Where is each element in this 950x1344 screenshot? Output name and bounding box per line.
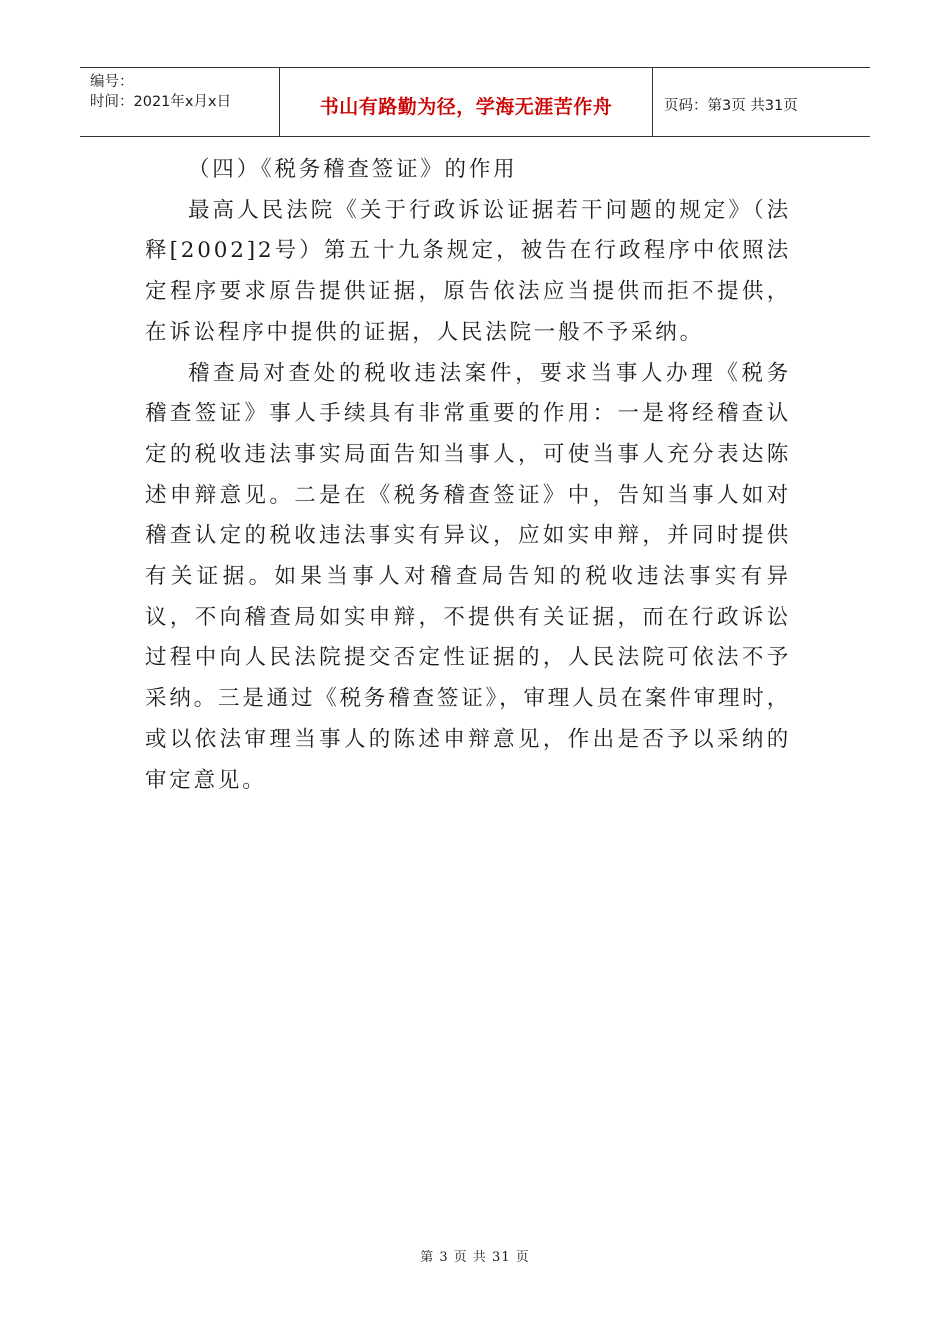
document-body: [145, 150, 791, 801]
document-code-label: 编号：: [90, 74, 134, 90]
header-motto-cell: [280, 68, 653, 136]
section-title: （四）《税务稽查签证》的作用: [188, 157, 518, 182]
header-meta-cell: [80, 68, 280, 136]
header-page-info: 页码：第3页 共31页: [664, 97, 798, 114]
header-motto: 书山有路勤为径，学海无涯苦作舟: [319, 95, 613, 118]
body-paragraph: 最高人民法院《关于行政诉讼证据若干问题的规定》（法释[2002]2号）第五十九条规定，被告在行政程序中依照法定程序要求原告提供证据，原告依法应当提供而拒不提供，在诉讼程序中提供的证据，人民法院一般不予采纳。: [145, 197, 791, 345]
header-page-cell: [653, 68, 870, 136]
body-paragraph: 稽查局对查处的税收违法案件，要求当事人办理《税务稽查签证》事人手续具有非常重要的作用：一是将经稽查认定的税收违法事实局面告知当事人，可使当事人充分表达陈述申辩意见。二是在《税务稽查签证》中，告知当事人如对稽查认定的税收违法事实有异议，应如实申辩，并同时提供有关证据。如果当事人对稽查局告知的税收违法事实有异议，不向稽查局如实申辩，不提供有关证据，而在行政诉讼过程中向人民法院提交否定性证据的，人民法院可依法不予采纳。三是通过《税务稽查签证》，审理人员在案件审理时，或以依法审理当事人的陈述申辩意见，作出是否予以采纳的审定意见。: [145, 360, 791, 793]
document-date-label: 时间：2021年x月x日: [90, 94, 232, 110]
page-footer: 第 3 页 共 31 页: [420, 1250, 530, 1265]
page-header: [80, 67, 870, 137]
